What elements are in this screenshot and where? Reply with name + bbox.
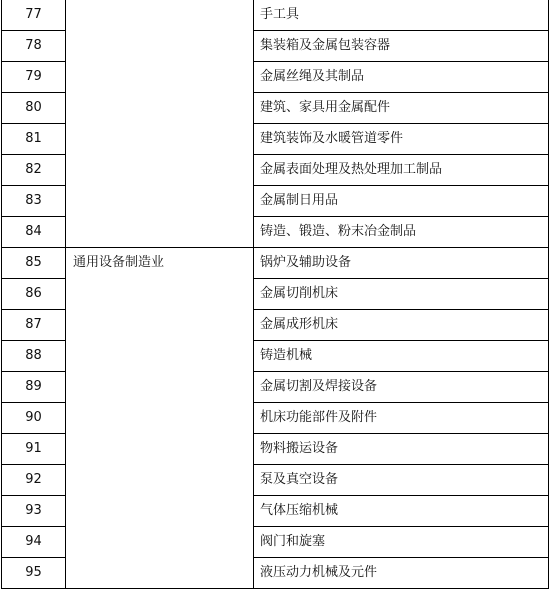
product-name: 液压动力机械及元件 [254,558,549,589]
product-name: 铸造、锻造、粉末冶金制品 [254,217,549,248]
row-number: 83 [2,186,66,217]
row-number: 87 [2,310,66,341]
row-number: 81 [2,124,66,155]
product-name: 建筑装饰及水暖管道零件 [254,124,549,155]
row-number: 80 [2,93,66,124]
row-number: 88 [2,341,66,372]
product-name: 铸造机械 [254,341,549,372]
industry-product-table [1,0,549,589]
product-name: 泵及真空设备 [254,465,549,496]
table-body [2,0,549,589]
product-name: 金属制日用品 [254,186,549,217]
product-name: 集装箱及金属包装容器 [254,31,549,62]
row-number: 89 [2,372,66,403]
product-name: 机床功能部件及附件 [254,403,549,434]
row-number: 93 [2,496,66,527]
product-name: 金属切割及焊接设备 [254,372,549,403]
product-name: 锅炉及辅助设备 [254,248,549,279]
row-number: 92 [2,465,66,496]
product-name: 物料搬运设备 [254,434,549,465]
industry-category [66,0,254,248]
product-name: 建筑、家具用金属配件 [254,93,549,124]
product-name: 手工具 [254,0,549,31]
row-number: 82 [2,155,66,186]
table-row [2,248,549,279]
product-name: 金属切削机床 [254,279,549,310]
table-row [2,0,549,31]
product-name: 金属表面处理及热处理加工制品 [254,155,549,186]
row-number: 90 [2,403,66,434]
row-number: 85 [2,248,66,279]
row-number: 84 [2,217,66,248]
product-name: 阀门和旋塞 [254,527,549,558]
row-number: 78 [2,31,66,62]
row-number: 91 [2,434,66,465]
product-name: 金属成形机床 [254,310,549,341]
row-number: 95 [2,558,66,589]
industry-category: 通用设备制造业 [66,248,254,589]
row-number: 94 [2,527,66,558]
row-number: 77 [2,0,66,31]
product-name: 气体压缩机械 [254,496,549,527]
product-name: 金属丝绳及其制品 [254,62,549,93]
row-number: 86 [2,279,66,310]
row-number: 79 [2,62,66,93]
